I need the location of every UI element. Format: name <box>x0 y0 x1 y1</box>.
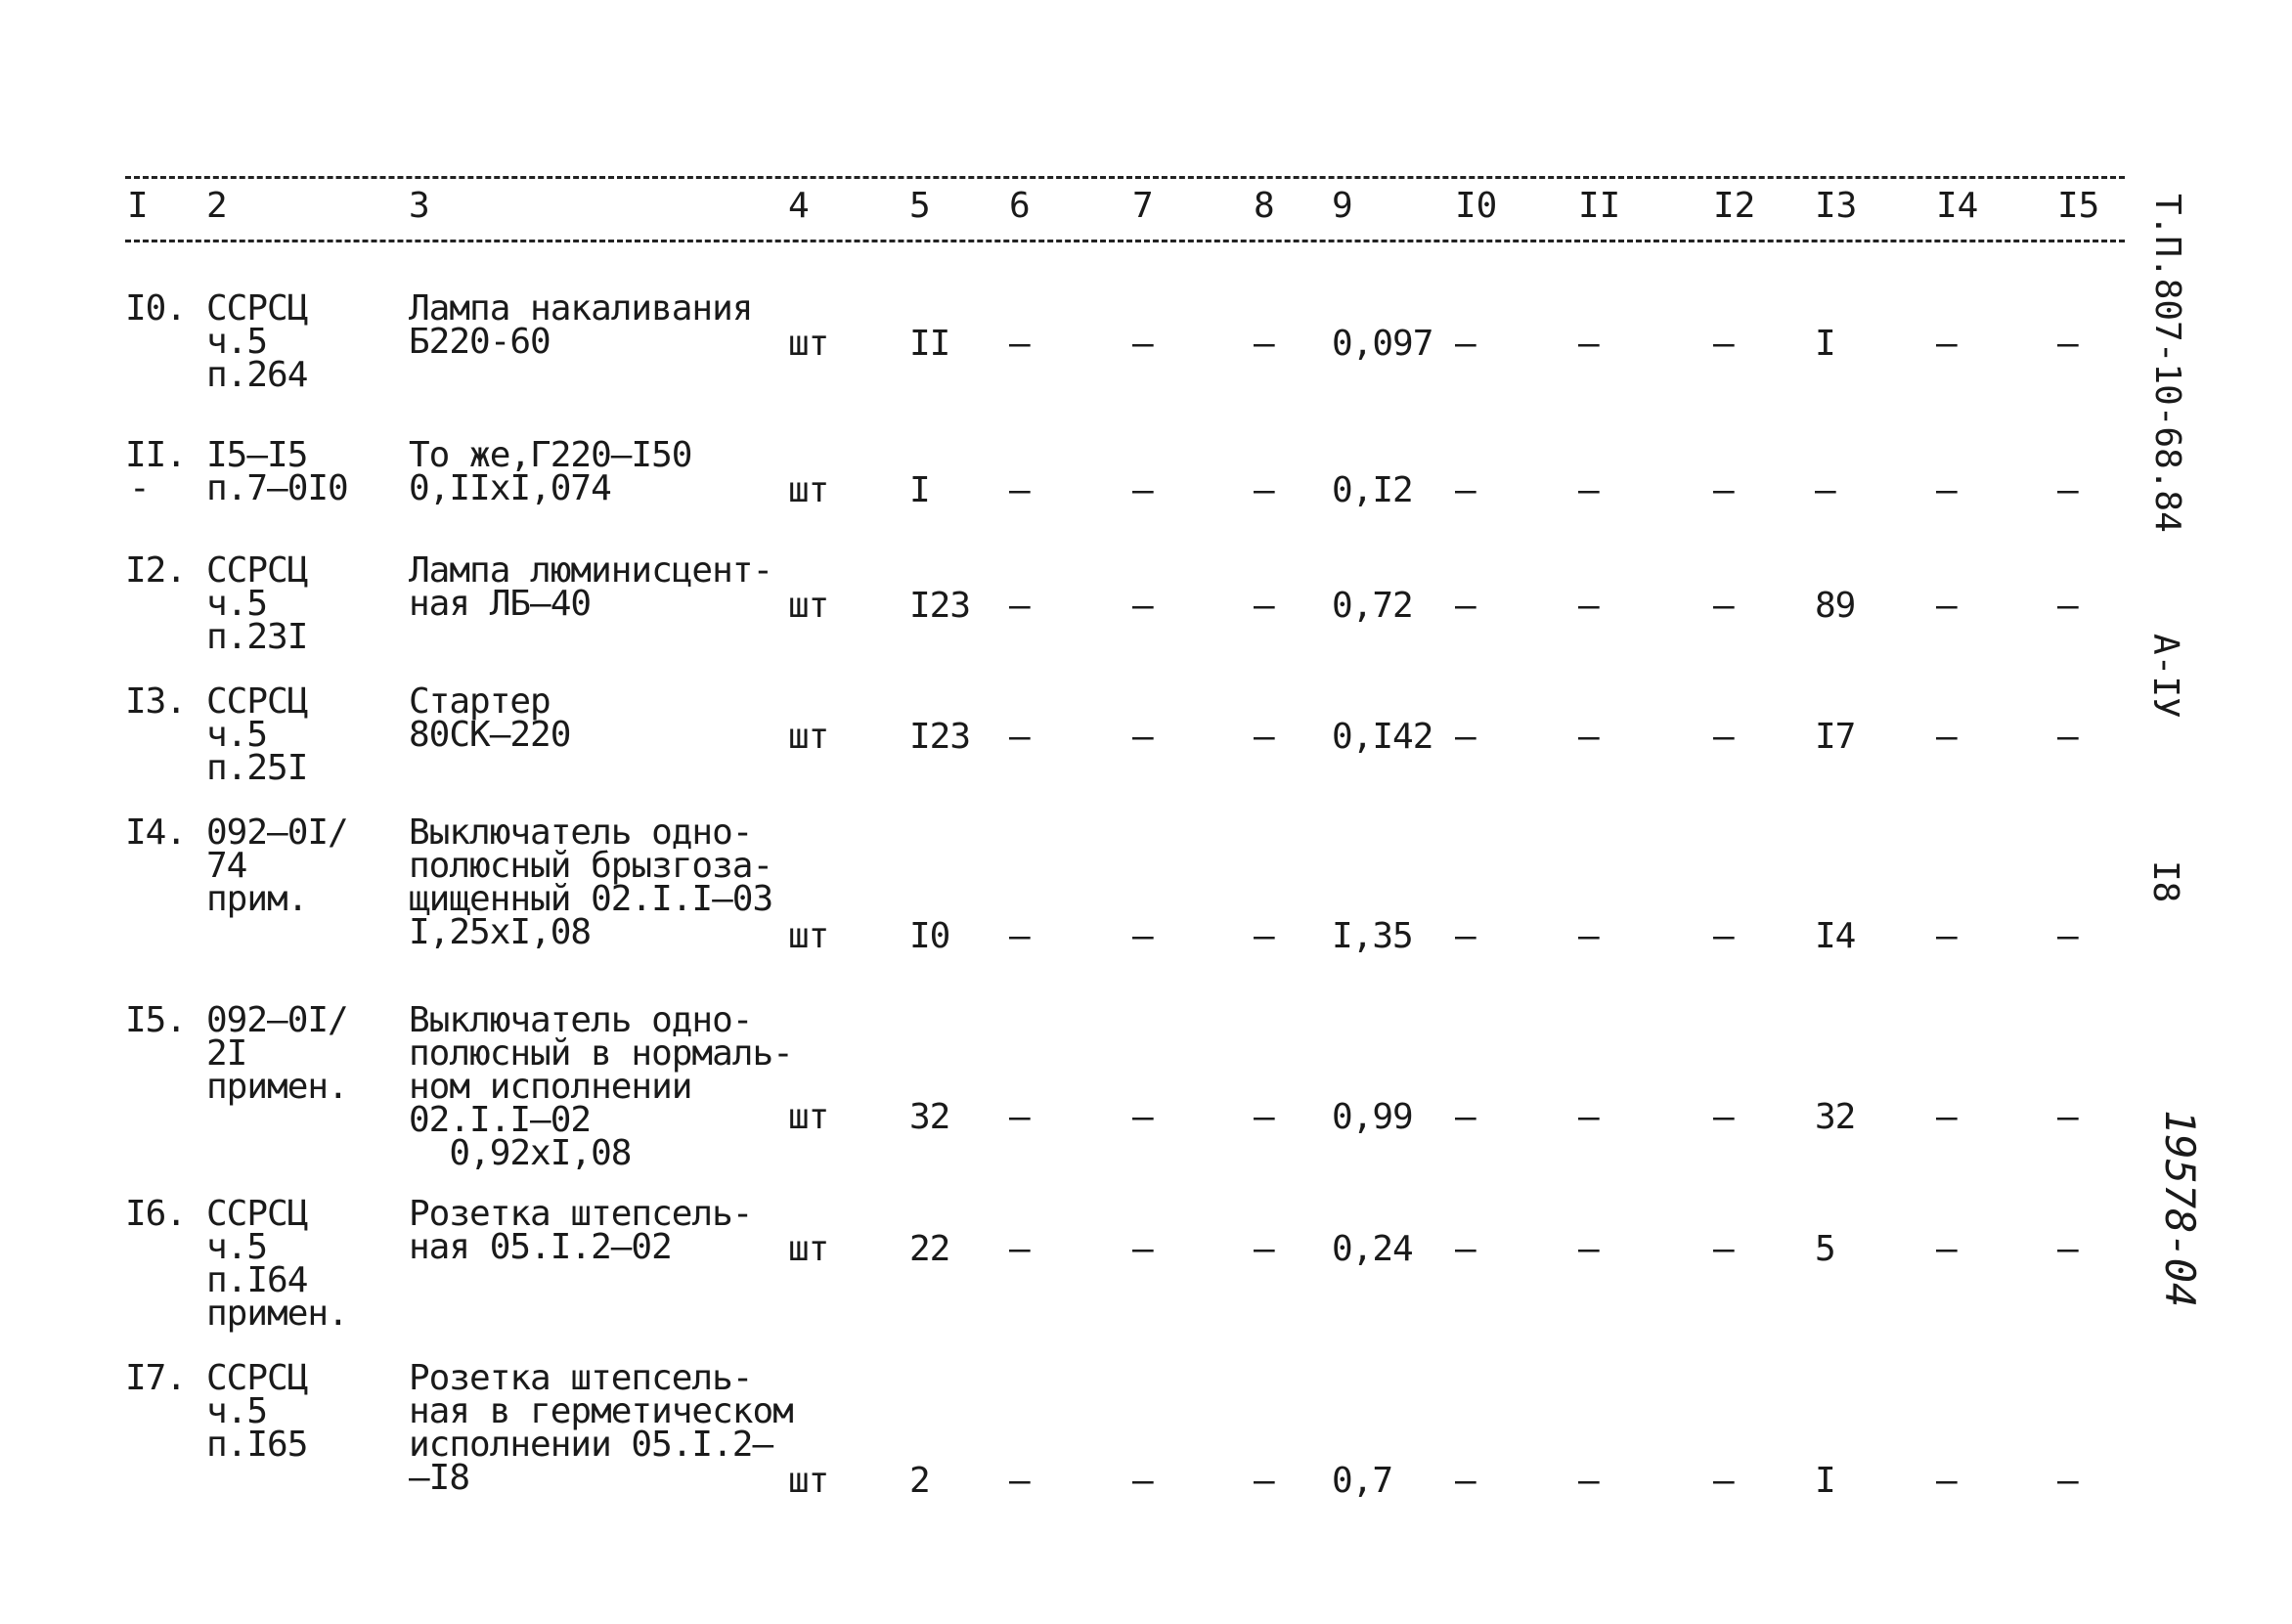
row-dash-c10: – <box>1455 470 1476 510</box>
row-name-line: Лампа накаливания <box>409 288 753 329</box>
row-value-c9: 0,99 <box>1332 1097 1413 1137</box>
row-dash-c11: – <box>1578 1229 1599 1269</box>
row-name-line: Б220-60 <box>409 322 551 362</box>
row-dash-c6: – <box>1009 586 1030 626</box>
row-value-c13: – <box>1815 470 1835 510</box>
row-dash-c8: – <box>1254 1229 1274 1269</box>
row-unit: шт <box>788 717 829 757</box>
column-header-1: I <box>127 186 149 226</box>
column-header-9: 9 <box>1332 186 1353 226</box>
row-dash-c14: – <box>1936 1229 1957 1269</box>
row-dash-c14: – <box>1936 916 1957 956</box>
row-dash-c8: – <box>1254 1097 1274 1137</box>
row-code-line: ч.5 <box>206 584 268 624</box>
column-header-4: 4 <box>788 186 810 226</box>
row-value-c9: 0,24 <box>1332 1229 1413 1269</box>
row-code-line: ССРСЦ <box>206 681 308 722</box>
row-dash-c14: – <box>1936 470 1957 510</box>
column-header-11: II <box>1578 186 1621 226</box>
row-value-c13: 5 <box>1815 1229 1835 1269</box>
row-unit: шт <box>788 1097 829 1137</box>
row-value-c5: I23 <box>909 717 971 757</box>
row-name-line: 02.I.I–02 <box>409 1100 592 1140</box>
row-dash-c14: – <box>1936 717 1957 757</box>
row-value-c5: 2 <box>909 1461 930 1501</box>
row-dash-c12: – <box>1713 1097 1734 1137</box>
row-dash-c6: – <box>1009 1097 1030 1137</box>
row-dash-c7: – <box>1132 1229 1153 1269</box>
row-name-line: Лампа люминисцент- <box>409 550 773 591</box>
row-code-line: 092–0I/ <box>206 812 348 853</box>
row-dash-c12: – <box>1713 586 1734 626</box>
row-value-c5: I23 <box>909 586 971 626</box>
row-dash-c8: – <box>1254 586 1274 626</box>
row-code-line: 092–0I/ <box>206 1000 348 1040</box>
row-code-line: прим. <box>206 879 308 919</box>
row-name-line: Стартер <box>409 681 551 722</box>
row-number: I5. <box>125 1000 187 1040</box>
row-name-line: полюсный в нормаль- <box>409 1033 793 1074</box>
row-name-line: Выключатель одно- <box>409 1000 753 1040</box>
row-dash-c12: – <box>1713 1461 1734 1501</box>
row-dash-c10: – <box>1455 717 1476 757</box>
row-code-line: п.7–0I0 <box>206 468 348 508</box>
row-code-line: ч.5 <box>206 1227 268 1267</box>
row-name-line: Розетка штепсель- <box>409 1194 753 1234</box>
row-name-line: Выключатель одно- <box>409 812 753 853</box>
row-unit: шт <box>788 1461 829 1501</box>
row-dash-c11: – <box>1578 1461 1599 1501</box>
row-dash-c14: – <box>1936 1461 1957 1501</box>
row-code-line: ССРСЦ <box>206 288 308 329</box>
column-header-13: I3 <box>1815 186 1858 226</box>
row-dash-c11: – <box>1578 470 1599 510</box>
row-value-c5: I0 <box>909 916 950 956</box>
row-number: I6. <box>125 1194 187 1234</box>
row-name-line: ная 05.I.2–02 <box>409 1227 672 1267</box>
row-dash-c7: – <box>1132 470 1153 510</box>
row-dash-c15: – <box>2057 470 2078 510</box>
row-dash-c15: – <box>2057 1097 2078 1137</box>
row-dash-c11: – <box>1578 717 1599 757</box>
side-album: А-IУ <box>2145 634 2185 719</box>
column-header-10: I0 <box>1455 186 1498 226</box>
column-header-3: 3 <box>409 186 430 226</box>
row-value-c9: I,35 <box>1332 916 1413 956</box>
row-name-line: ном исполнении <box>409 1067 692 1107</box>
row-code-line: ССРСЦ <box>206 1358 308 1398</box>
row-name-line: Розетка штепсель- <box>409 1358 753 1398</box>
side-inventory-number: 19578-04 <box>2156 1110 2204 1308</box>
header-top-rule <box>125 176 2125 179</box>
row-code-prefix: - <box>129 468 150 508</box>
row-name-line: полюсный брызгоза- <box>409 846 773 886</box>
row-dash-c12: – <box>1713 717 1734 757</box>
row-dash-c7: – <box>1132 916 1153 956</box>
column-header-6: 6 <box>1009 186 1031 226</box>
row-value-c5: I <box>909 470 930 510</box>
row-value-c13: 89 <box>1815 586 1856 626</box>
row-dash-c6: – <box>1009 717 1030 757</box>
row-dash-c12: – <box>1713 324 1734 364</box>
row-value-c13: I <box>1815 324 1835 364</box>
row-name-line: То же,Г220–I50 <box>409 435 692 475</box>
row-unit: шт <box>788 324 829 364</box>
row-value-c13: I4 <box>1815 916 1856 956</box>
row-dash-c12: – <box>1713 470 1734 510</box>
row-code-line: п.I64 <box>206 1260 308 1300</box>
row-value-c9: 0,I2 <box>1332 470 1413 510</box>
row-dash-c12: – <box>1713 1229 1734 1269</box>
row-number: I2. <box>125 550 187 591</box>
row-dash-c10: – <box>1455 1229 1476 1269</box>
row-code-line: I5–I5 <box>206 435 308 475</box>
side-doc-code: Т.П.807-10-68.84 <box>2147 194 2187 533</box>
row-code-line: ч.5 <box>206 322 268 362</box>
row-name-line: 0,IIxI,074 <box>409 468 611 508</box>
row-dash-c7: – <box>1132 1461 1153 1501</box>
row-dash-c15: – <box>2057 916 2078 956</box>
column-header-12: I2 <box>1713 186 1756 226</box>
row-dash-c7: – <box>1132 1097 1153 1137</box>
row-code-line: 2I <box>206 1033 247 1074</box>
column-header-5: 5 <box>909 186 931 226</box>
row-unit: шт <box>788 1229 829 1269</box>
row-dash-c6: – <box>1009 324 1030 364</box>
row-name-line: –I8 <box>409 1458 470 1498</box>
row-dash-c14: – <box>1936 1097 1957 1137</box>
row-dash-c6: – <box>1009 916 1030 956</box>
row-code-line: ССРСЦ <box>206 550 308 591</box>
row-value-c9: 0,72 <box>1332 586 1413 626</box>
row-dash-c15: – <box>2057 717 2078 757</box>
column-header-7: 7 <box>1132 186 1154 226</box>
row-value-c13: 32 <box>1815 1097 1856 1137</box>
row-dash-c15: – <box>2057 1229 2078 1269</box>
row-code-line: ССРСЦ <box>206 1194 308 1234</box>
row-code-line: п.23I <box>206 617 308 657</box>
row-dash-c11: – <box>1578 324 1599 364</box>
row-value-c9: 0,I42 <box>1332 717 1433 757</box>
row-dash-c11: – <box>1578 1097 1599 1137</box>
row-dash-c6: – <box>1009 1229 1030 1269</box>
row-dash-c10: – <box>1455 1097 1476 1137</box>
column-header-8: 8 <box>1254 186 1275 226</box>
row-unit: шт <box>788 470 829 510</box>
row-dash-c15: – <box>2057 1461 2078 1501</box>
row-dash-c8: – <box>1254 1461 1274 1501</box>
row-code-line: примен. <box>206 1294 348 1334</box>
row-dash-c11: – <box>1578 586 1599 626</box>
row-name-line: I,25xI,08 <box>409 912 592 952</box>
row-value-c13: I <box>1815 1461 1835 1501</box>
row-name-line: ная в герметическом <box>409 1391 793 1431</box>
row-name-line: исполнении 05.I.2– <box>409 1425 773 1465</box>
row-dash-c11: – <box>1578 916 1599 956</box>
header-bottom-rule <box>125 240 2125 242</box>
column-header-14: I4 <box>1936 186 1979 226</box>
row-name-line: 0,92xI,08 <box>409 1133 632 1173</box>
row-number: II. <box>125 435 187 475</box>
row-code-line: п.25I <box>206 748 308 788</box>
row-value-c5: 32 <box>909 1097 950 1137</box>
row-number: I0. <box>125 288 187 329</box>
row-number: I3. <box>125 681 187 722</box>
row-dash-c8: – <box>1254 717 1274 757</box>
row-code-line: п.264 <box>206 355 308 395</box>
side-page-number: I8 <box>2145 860 2185 903</box>
row-dash-c7: – <box>1132 586 1153 626</box>
row-dash-c7: – <box>1132 717 1153 757</box>
row-dash-c6: – <box>1009 1461 1030 1501</box>
row-unit: шт <box>788 586 829 626</box>
row-name-line: щищенный 02.I.I–03 <box>409 879 773 919</box>
row-code-line: ч.5 <box>206 715 268 755</box>
row-value-c5: II <box>909 324 950 364</box>
row-value-c9: 0,097 <box>1332 324 1433 364</box>
row-dash-c10: – <box>1455 1461 1476 1501</box>
row-dash-c7: – <box>1132 324 1153 364</box>
row-unit: шт <box>788 916 829 956</box>
row-value-c5: 22 <box>909 1229 950 1269</box>
row-dash-c8: – <box>1254 916 1274 956</box>
row-code-line: ч.5 <box>206 1391 268 1431</box>
row-value-c13: I7 <box>1815 717 1856 757</box>
row-dash-c8: – <box>1254 470 1274 510</box>
row-code-line: п.I65 <box>206 1425 308 1465</box>
row-name-line: 80СК–220 <box>409 715 571 755</box>
row-dash-c10: – <box>1455 916 1476 956</box>
row-dash-c10: – <box>1455 586 1476 626</box>
row-dash-c15: – <box>2057 324 2078 364</box>
row-dash-c14: – <box>1936 324 1957 364</box>
row-dash-c14: – <box>1936 586 1957 626</box>
column-header-15: I5 <box>2057 186 2100 226</box>
row-number: I7. <box>125 1358 187 1398</box>
row-dash-c8: – <box>1254 324 1274 364</box>
row-code-line: 74 <box>206 846 247 886</box>
row-dash-c10: – <box>1455 324 1476 364</box>
row-dash-c6: – <box>1009 470 1030 510</box>
row-number: I4. <box>125 812 187 853</box>
row-dash-c12: – <box>1713 916 1734 956</box>
column-header-2: 2 <box>206 186 228 226</box>
row-code-line: примен. <box>206 1067 348 1107</box>
row-name-line: ная ЛБ–40 <box>409 584 592 624</box>
row-dash-c15: – <box>2057 586 2078 626</box>
row-value-c9: 0,7 <box>1332 1461 1393 1501</box>
